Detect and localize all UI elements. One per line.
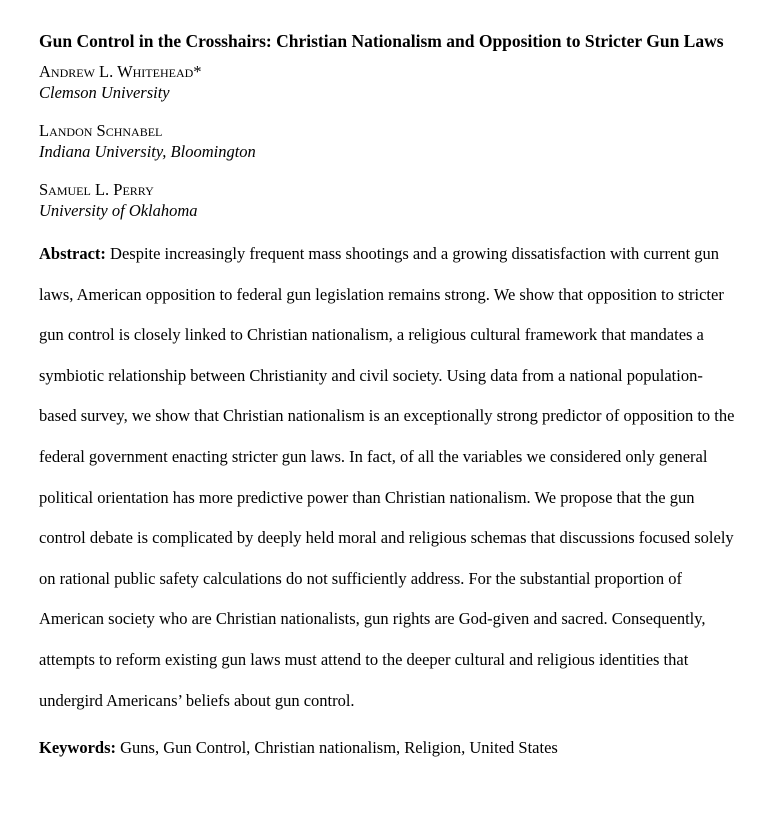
author-name: Landon Schnabel bbox=[39, 121, 163, 140]
abstract-text: Despite increasingly frequent mass shootings and a growing dissatisfaction with current gun laws, American opposition to federal gun legislation remains strong. We show that opposition to stricter gun control is closely linked to Christian nationalism, a religious cultural framework that mandates a symbiotic relationship between Christianity and civil society. Using data from a national population-based survey, we show that Christian nationalism is an exceptionally strong predictor of opposition to the federal government enacting stricter gun laws. In fact, of all the variables we considered only general political orientation has more predictive power than Christian nationalism. We propose that the gun control debate is complicated by deeply held moral and religious schemas that discussions focused solely on rational public safety calculations do not sufficiently address. For the substantial proportion of American society who are Christian nationalists, gun rights are God-given and sacred. Consequently, attempts to reform existing gun laws must attend to the deeper cultural and religious identities that undergird Americans’ beliefs about gun control. bbox=[39, 244, 735, 710]
author-affiliation: Clemson University bbox=[39, 83, 170, 102]
abstract bbox=[39, 234, 739, 721]
paper-content bbox=[39, 31, 739, 774]
author-block bbox=[39, 121, 739, 162]
paper-title: Gun Control in the Crosshairs: Christian Nationalism and Opposition to Stricter Gun Laws bbox=[39, 31, 724, 51]
keywords bbox=[39, 738, 739, 758]
abstract-label: Abstract: bbox=[39, 244, 106, 263]
author-block bbox=[39, 180, 739, 221]
author-list bbox=[39, 62, 739, 221]
keywords-label: Keywords: bbox=[39, 737, 116, 757]
author-name: Andrew L. Whitehead* bbox=[39, 62, 202, 81]
author-affiliation: University of Oklahoma bbox=[39, 201, 198, 220]
author-name: Samuel L. Perry bbox=[39, 180, 154, 199]
author-block bbox=[39, 62, 739, 103]
keywords-text: Guns, Gun Control, Christian nationalism, Religion, United States bbox=[120, 737, 558, 757]
author-affiliation: Indiana University, Bloomington bbox=[39, 142, 256, 161]
